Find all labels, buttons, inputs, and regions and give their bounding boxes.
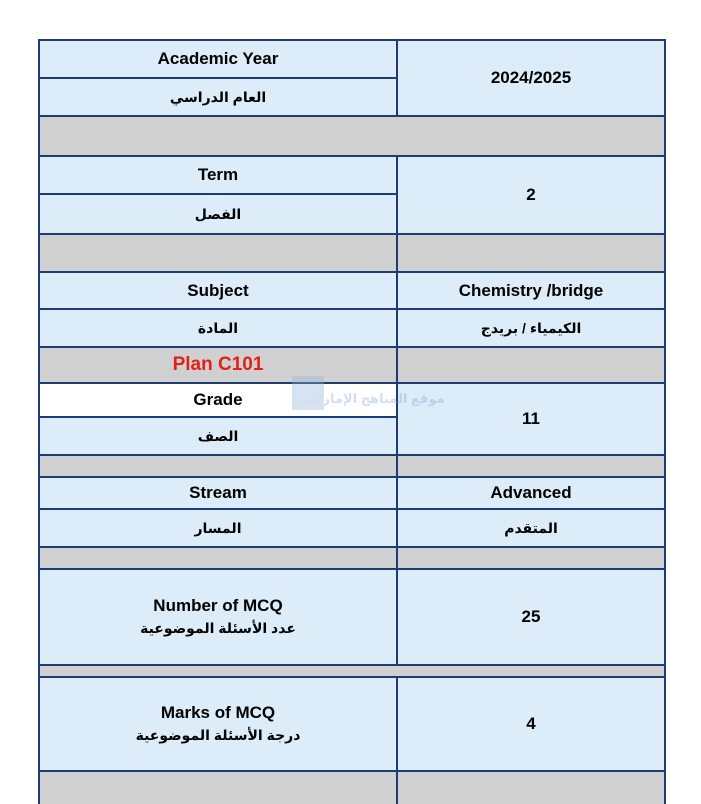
mcq-number-label-ar: عدد الأسئلة الموضوعية	[140, 620, 296, 636]
stream-label-en-text: Stream	[189, 483, 247, 502]
academic-year-label-ar	[38, 77, 398, 117]
term-label-ar	[38, 193, 398, 235]
subject-value-en	[396, 271, 666, 310]
mcq-number-label-en: Number of MCQ	[153, 596, 283, 615]
grade-label-en	[38, 382, 398, 418]
separator-row-2-left	[38, 233, 398, 273]
mcq-number-label	[38, 568, 398, 666]
plan-row-right	[396, 346, 666, 384]
separator-row-3-right	[396, 454, 666, 478]
mcq-number-value-text: 25	[521, 607, 541, 626]
subject-label-ar-text: المادة	[197, 319, 239, 336]
academic-year-label-en	[38, 39, 398, 79]
grade-label-ar-text: الصف	[197, 427, 239, 444]
mcq-marks-label	[38, 676, 398, 772]
watermark-text: موقع المناهج الإماراتية	[300, 391, 445, 406]
grade-label-en-text: Grade	[193, 390, 243, 409]
subject-value-ar-text: الكيمياء / بريدج	[480, 319, 582, 336]
grade-value	[396, 382, 666, 456]
separator-row-6-right	[396, 770, 666, 804]
term-value-text: 2	[526, 185, 536, 204]
academic-year-label-ar-text: العام الدراسي	[169, 88, 267, 105]
subject-label-en-text: Subject	[187, 280, 249, 300]
academic-year-label-en-text: Academic Year	[157, 49, 279, 68]
term-value	[396, 155, 666, 235]
separator-row-6-left	[38, 770, 398, 804]
separator-row-2-right	[396, 233, 666, 273]
subject-label-en	[38, 271, 398, 310]
stream-value-en-text: Advanced	[490, 483, 572, 502]
plan-label: Plan C101	[172, 354, 264, 375]
mcq-marks-label-en: Marks of MCQ	[160, 703, 276, 722]
term-label-ar-text: الفصل	[194, 205, 242, 222]
subject-value-en-text: Chemistry /bridge	[458, 280, 604, 300]
mcq-number-value	[396, 568, 666, 666]
mcq-marks-value-text: 4	[526, 714, 536, 733]
term-label-en-text: Term	[197, 165, 239, 184]
stream-label-en	[38, 476, 398, 510]
plan-row-left	[38, 346, 398, 384]
subject-label-ar	[38, 308, 398, 348]
academic-year-value-text: 2024/2025	[490, 68, 572, 87]
academic-year-value	[396, 39, 666, 117]
stream-value-en	[396, 476, 666, 510]
mcq-marks-label-ar: درجة الأسئلة الموضوعية	[135, 727, 301, 743]
stream-label-ar-text: المسار	[194, 519, 242, 536]
mcq-marks-value	[396, 676, 666, 772]
term-label-en	[38, 155, 398, 195]
subject-value-ar	[396, 308, 666, 348]
stream-value-ar-text: المتقدم	[504, 519, 558, 536]
separator-row-4-left	[38, 546, 398, 570]
stream-label-ar	[38, 508, 398, 548]
stream-value-ar	[396, 508, 666, 548]
separator-row-3-left	[38, 454, 398, 478]
separator-row-4-right	[396, 546, 666, 570]
grade-value-text: 11	[522, 409, 540, 428]
separator-row-1	[38, 115, 666, 157]
grade-label-ar	[38, 416, 398, 456]
